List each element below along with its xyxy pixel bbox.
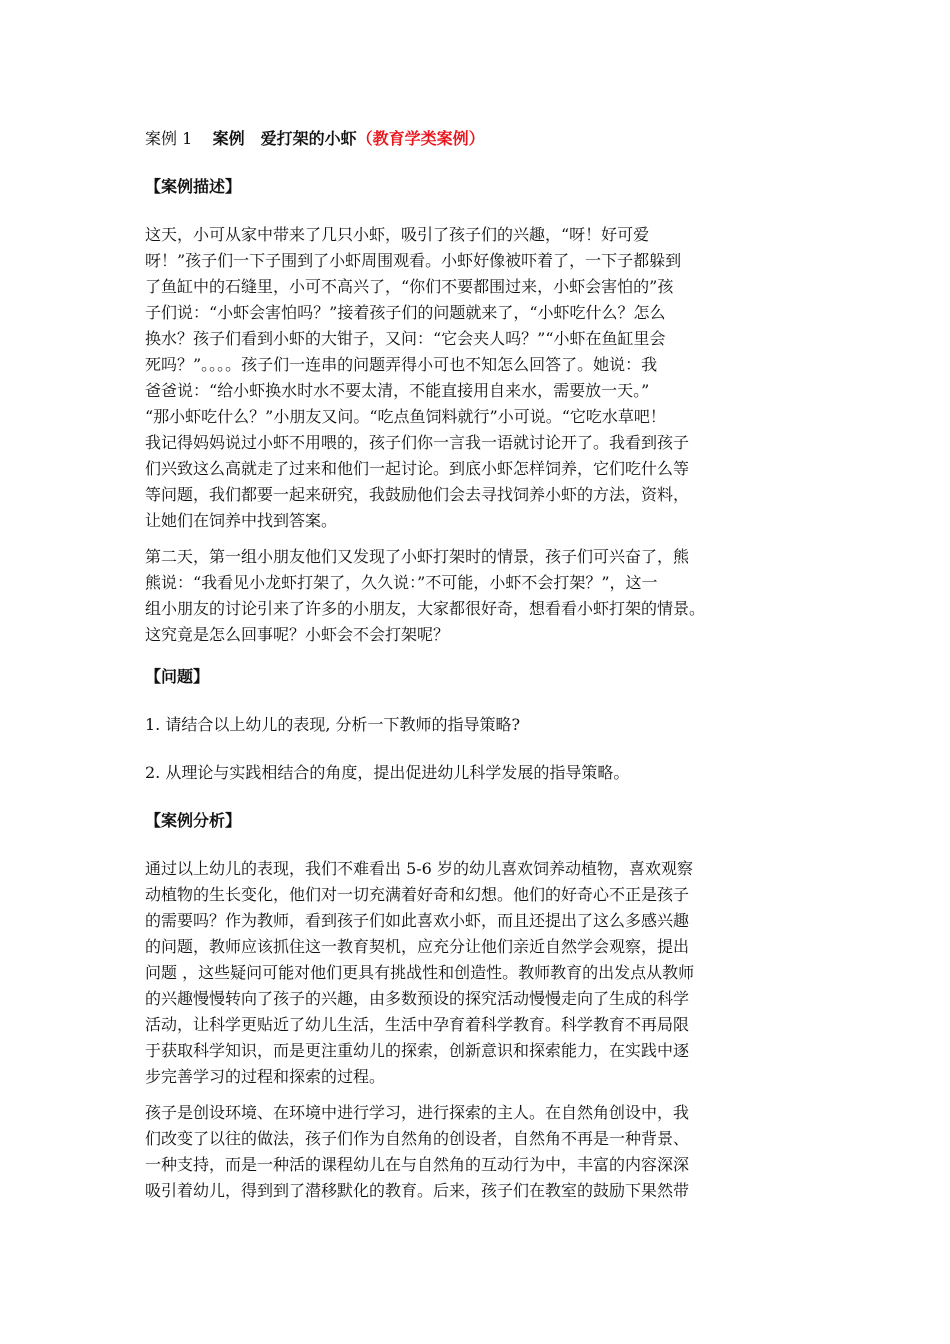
question-1: 1. 请结合以上幼儿的表现, 分析一下教师的指导策略? xyxy=(145,715,521,734)
text-line: 呀！”孩子们一下子围到了小虾周围观看。小虾好像被吓着了，一下子都躲到 xyxy=(145,251,682,270)
text-line: 问题 ，这些疑问可能对他们更具有挑战性和创造性。教师教育的出发点从教师 xyxy=(145,963,695,982)
text-line: 我记得妈妈说过小虾不用喂的，孩子们你一言我一语就讨论开了。我看到孩子 xyxy=(145,433,690,452)
text-line: 通过以上幼儿的表现，我们不难看出 5-6 岁的幼儿喜欢饲养动植物，喜欢观察 xyxy=(145,859,693,878)
text-line: 组小朋友的讨论引来了许多的小朋友，大家都很好奇，想看看小虾打架的情景。 xyxy=(145,599,706,618)
analysis-heading: 【案例分析】 xyxy=(145,811,242,830)
text-line: 活动，让科学更贴近了幼儿生活，生活中孕育着科学教育。科学教育不再局限 xyxy=(145,1015,690,1034)
text-line: 们兴致这么高就走了过来和他们一起讨论。到底小虾怎样饲养，它们吃什么等 xyxy=(145,459,690,478)
text-line: 了鱼缸中的石缝里，小可不高兴了，“你们不要都围过来，小虾会害怕的”孩 xyxy=(145,277,674,296)
description-heading: 【案例描述】 xyxy=(145,177,242,196)
text-line: 孩子是创设环境、在环境中进行学习，进行探索的主人。在自然角创设中，我 xyxy=(145,1103,690,1122)
text-line: 于获取科学知识，而是更注重幼儿的探索，创新意识和探索能力，在实践中逐 xyxy=(145,1041,690,1060)
text-line: 吸引着幼儿，得到到了潜移默化的教育。后来，孩子们在教室的鼓励下果然带 xyxy=(145,1181,690,1200)
question-2: 2. 从理论与实践相结合的角度，提出促进幼儿科学发展的指导策略。 xyxy=(145,763,630,782)
description-paragraph-2 xyxy=(145,544,803,648)
text-line: 爸爸说：“给小虾换水时水不要太清，不能直接用自来水，需要放一天。” xyxy=(145,381,650,400)
text-line: 的问题，教师应该抓住这一教育契机，应充分让他们亲近自然学会观察，提出 xyxy=(145,937,690,956)
case-number: 案例 1 xyxy=(145,129,193,148)
case-title-main: 案例 爱打架的小虾 xyxy=(212,129,357,148)
text-line: “那小虾吃什么？”小朋友又问。“吃点鱼饲料就行”小可说。“它吃水草吧！ xyxy=(145,407,666,426)
text-line: 子们说：“小虾会害怕吗？”接着孩子们的问题就来了，“小虾吃什么？怎么 xyxy=(145,303,666,322)
text-line: 步完善学习的过程和探索的过程。 xyxy=(145,1067,386,1086)
case-category: （教育学类案例） xyxy=(356,129,485,148)
text-line: 让她们在饲养中找到答案。 xyxy=(145,511,338,530)
text-line: 第二天，第一组小朋友他们又发现了小虾打架时的情景，孩子们可兴奋了，熊 xyxy=(145,547,690,566)
analysis-paragraph-1 xyxy=(145,856,803,1090)
analysis-paragraph-2 xyxy=(145,1100,803,1204)
text-line: 这天，小可从家中带来了几只小虾，吸引了孩子们的兴趣，“呀！好可爱 xyxy=(145,225,650,244)
text-line: 的需要吗？作为教师，看到孩子们如此喜欢小虾，而且还提出了这么多感兴趣 xyxy=(145,911,690,930)
text-line: 这究竟是怎么回事呢？小虾会不会打架呢？ xyxy=(145,625,450,644)
text-line: 换水？孩子们看到小虾的大钳子，又问：“它会夹人吗？”“小虾在鱼缸里会 xyxy=(145,329,666,348)
text-line: 动植物的生长变化，他们对一切充满着好奇和幻想。他们的好奇心不正是孩子 xyxy=(145,885,690,904)
text-line: 们改变了以往的做法，孩子们作为自然角的创设者，自然角不再是一种背景、 xyxy=(145,1129,690,1148)
text-line: 的兴趣慢慢转向了孩子的兴趣，由多数预设的探究活动慢慢走向了生成的科学 xyxy=(145,989,690,1008)
case-title xyxy=(145,126,485,152)
text-line: 死吗？”。。。。孩子们一连串的问题弄得小可也不知怎么回答了。她说：我 xyxy=(145,355,658,374)
description-paragraph-1 xyxy=(145,222,803,534)
text-line: 等问题，我们都要一起来研究，我鼓励他们会去寻找饲养小虾的方法，资料， xyxy=(145,485,690,504)
text-line: 一种支持，而是一种活的课程幼儿在与自然角的互动行为中，丰富的内容深深 xyxy=(145,1155,690,1174)
question-heading: 【问题】 xyxy=(145,667,210,686)
text-line: 熊说：“我看见小龙虾打架了，久久说：”不可能，小虾不会打架？”，这一 xyxy=(145,573,658,592)
